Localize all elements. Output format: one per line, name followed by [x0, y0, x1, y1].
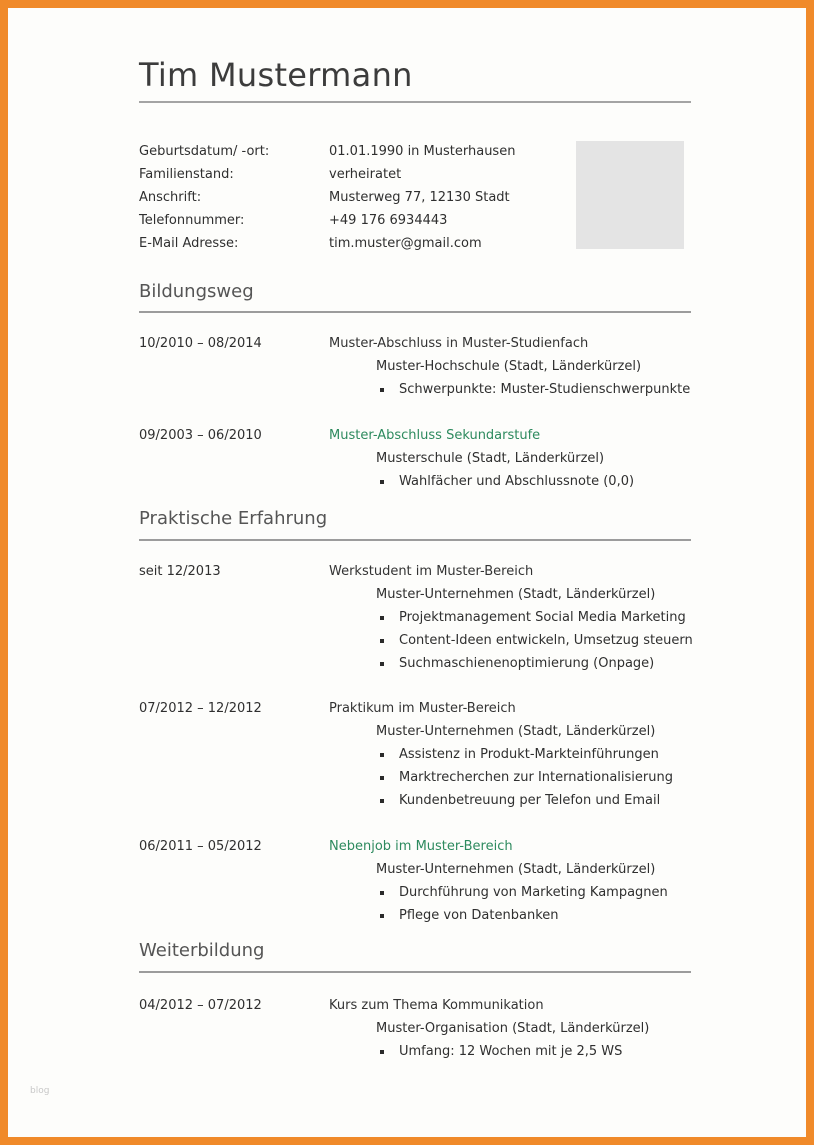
personal-label: Familienstand: — [139, 167, 234, 182]
list-item: Assistenz in Produkt-Markteinführungen — [376, 743, 673, 766]
entry-bullets — [376, 743, 673, 812]
list-item: Durchführung von Marketing Kampagnen — [376, 881, 668, 904]
entry-bullets — [376, 881, 668, 927]
entry-bullets — [376, 378, 690, 401]
list-item: Content-Ideen entwickeln, Umsetzug steuern — [376, 629, 693, 652]
entry-title: Werkstudent im Muster-Bereich — [329, 564, 534, 579]
section-title-training: Weiterbildung — [139, 940, 265, 961]
entry-date: 06/2011 – 05/2012 — [139, 839, 262, 854]
list-item: Schwerpunkte: Muster-Studienschwerpunkte — [376, 378, 690, 401]
watermark: blog — [30, 1086, 50, 1096]
list-item: Projektmanagement Social Media Marketing — [376, 606, 693, 629]
list-item: Umfang: 12 Wochen mit je 2,5 WS — [376, 1040, 622, 1063]
name-divider — [139, 101, 691, 103]
personal-label: Telefonnummer: — [139, 213, 245, 228]
cv-name: Tim Mustermann — [139, 56, 413, 94]
entry-org: Muster-Unternehmen (Stadt, Länderkürzel) — [376, 862, 656, 877]
entry-title: Nebenjob im Muster-Bereich — [329, 839, 513, 854]
personal-value: verheiratet — [329, 167, 402, 182]
personal-label: Anschrift: — [139, 190, 202, 205]
entry-bullets — [376, 1040, 622, 1063]
personal-value: 01.01.1990 in Musterhausen — [329, 144, 516, 159]
entry-title: Kurs zum Thema Kommunikation — [329, 998, 544, 1013]
list-item: Wahlfächer und Abschlussnote (0,0) — [376, 470, 634, 493]
entry-bullets — [376, 470, 634, 493]
entry-date: 04/2012 – 07/2012 — [139, 998, 262, 1013]
list-item: Pflege von Datenbanken — [376, 904, 668, 927]
list-item: Marktrecherchen zur Internationalisierung — [376, 766, 673, 789]
personal-info — [139, 140, 515, 255]
personal-row-birth — [139, 140, 515, 163]
email-link[interactable]: tim.muster@gmail.com — [329, 236, 482, 251]
entry-title: Praktikum im Muster-Bereich — [329, 701, 516, 716]
entry-bullets — [376, 606, 693, 675]
entry-title: Muster-Abschluss Sekundarstufe — [329, 428, 541, 443]
section-title-experience: Praktische Erfahrung — [139, 508, 328, 529]
photo-placeholder — [576, 141, 684, 249]
personal-value: +49 176 6934443 — [329, 213, 448, 228]
entry-title: Muster-Abschluss in Muster-Studienfach — [329, 336, 589, 351]
personal-row-email — [139, 232, 515, 255]
section-divider — [139, 539, 691, 541]
list-item: Kundenbetreuung per Telefon und Email — [376, 789, 673, 812]
entry-org: Muster-Unternehmen (Stadt, Länderkürzel) — [376, 587, 656, 602]
personal-value: Musterweg 77, 12130 Stadt — [329, 190, 510, 205]
personal-row-phone — [139, 209, 515, 232]
cv-page — [8, 8, 806, 1137]
list-item: Suchmaschienenoptimierung (Onpage) — [376, 652, 693, 675]
entry-org: Muster-Unternehmen (Stadt, Länderkürzel) — [376, 724, 656, 739]
section-divider — [139, 311, 691, 313]
personal-label: Geburtsdatum/ -ort: — [139, 144, 270, 159]
personal-row-status — [139, 163, 515, 186]
personal-row-address — [139, 186, 515, 209]
entry-org: Musterschule (Stadt, Länderkürzel) — [376, 451, 605, 466]
section-divider — [139, 971, 691, 973]
entry-date: 10/2010 – 08/2014 — [139, 336, 262, 351]
entry-date: 09/2003 – 06/2010 — [139, 428, 262, 443]
personal-label: E-Mail Adresse: — [139, 236, 239, 251]
entry-date: 07/2012 – 12/2012 — [139, 701, 262, 716]
section-title-education: Bildungsweg — [139, 281, 254, 302]
entry-org: Muster-Hochschule (Stadt, Länderkürzel) — [376, 359, 642, 374]
entry-date: seit 12/2013 — [139, 564, 221, 579]
entry-org: Muster-Organisation (Stadt, Länderkürzel) — [376, 1021, 650, 1036]
